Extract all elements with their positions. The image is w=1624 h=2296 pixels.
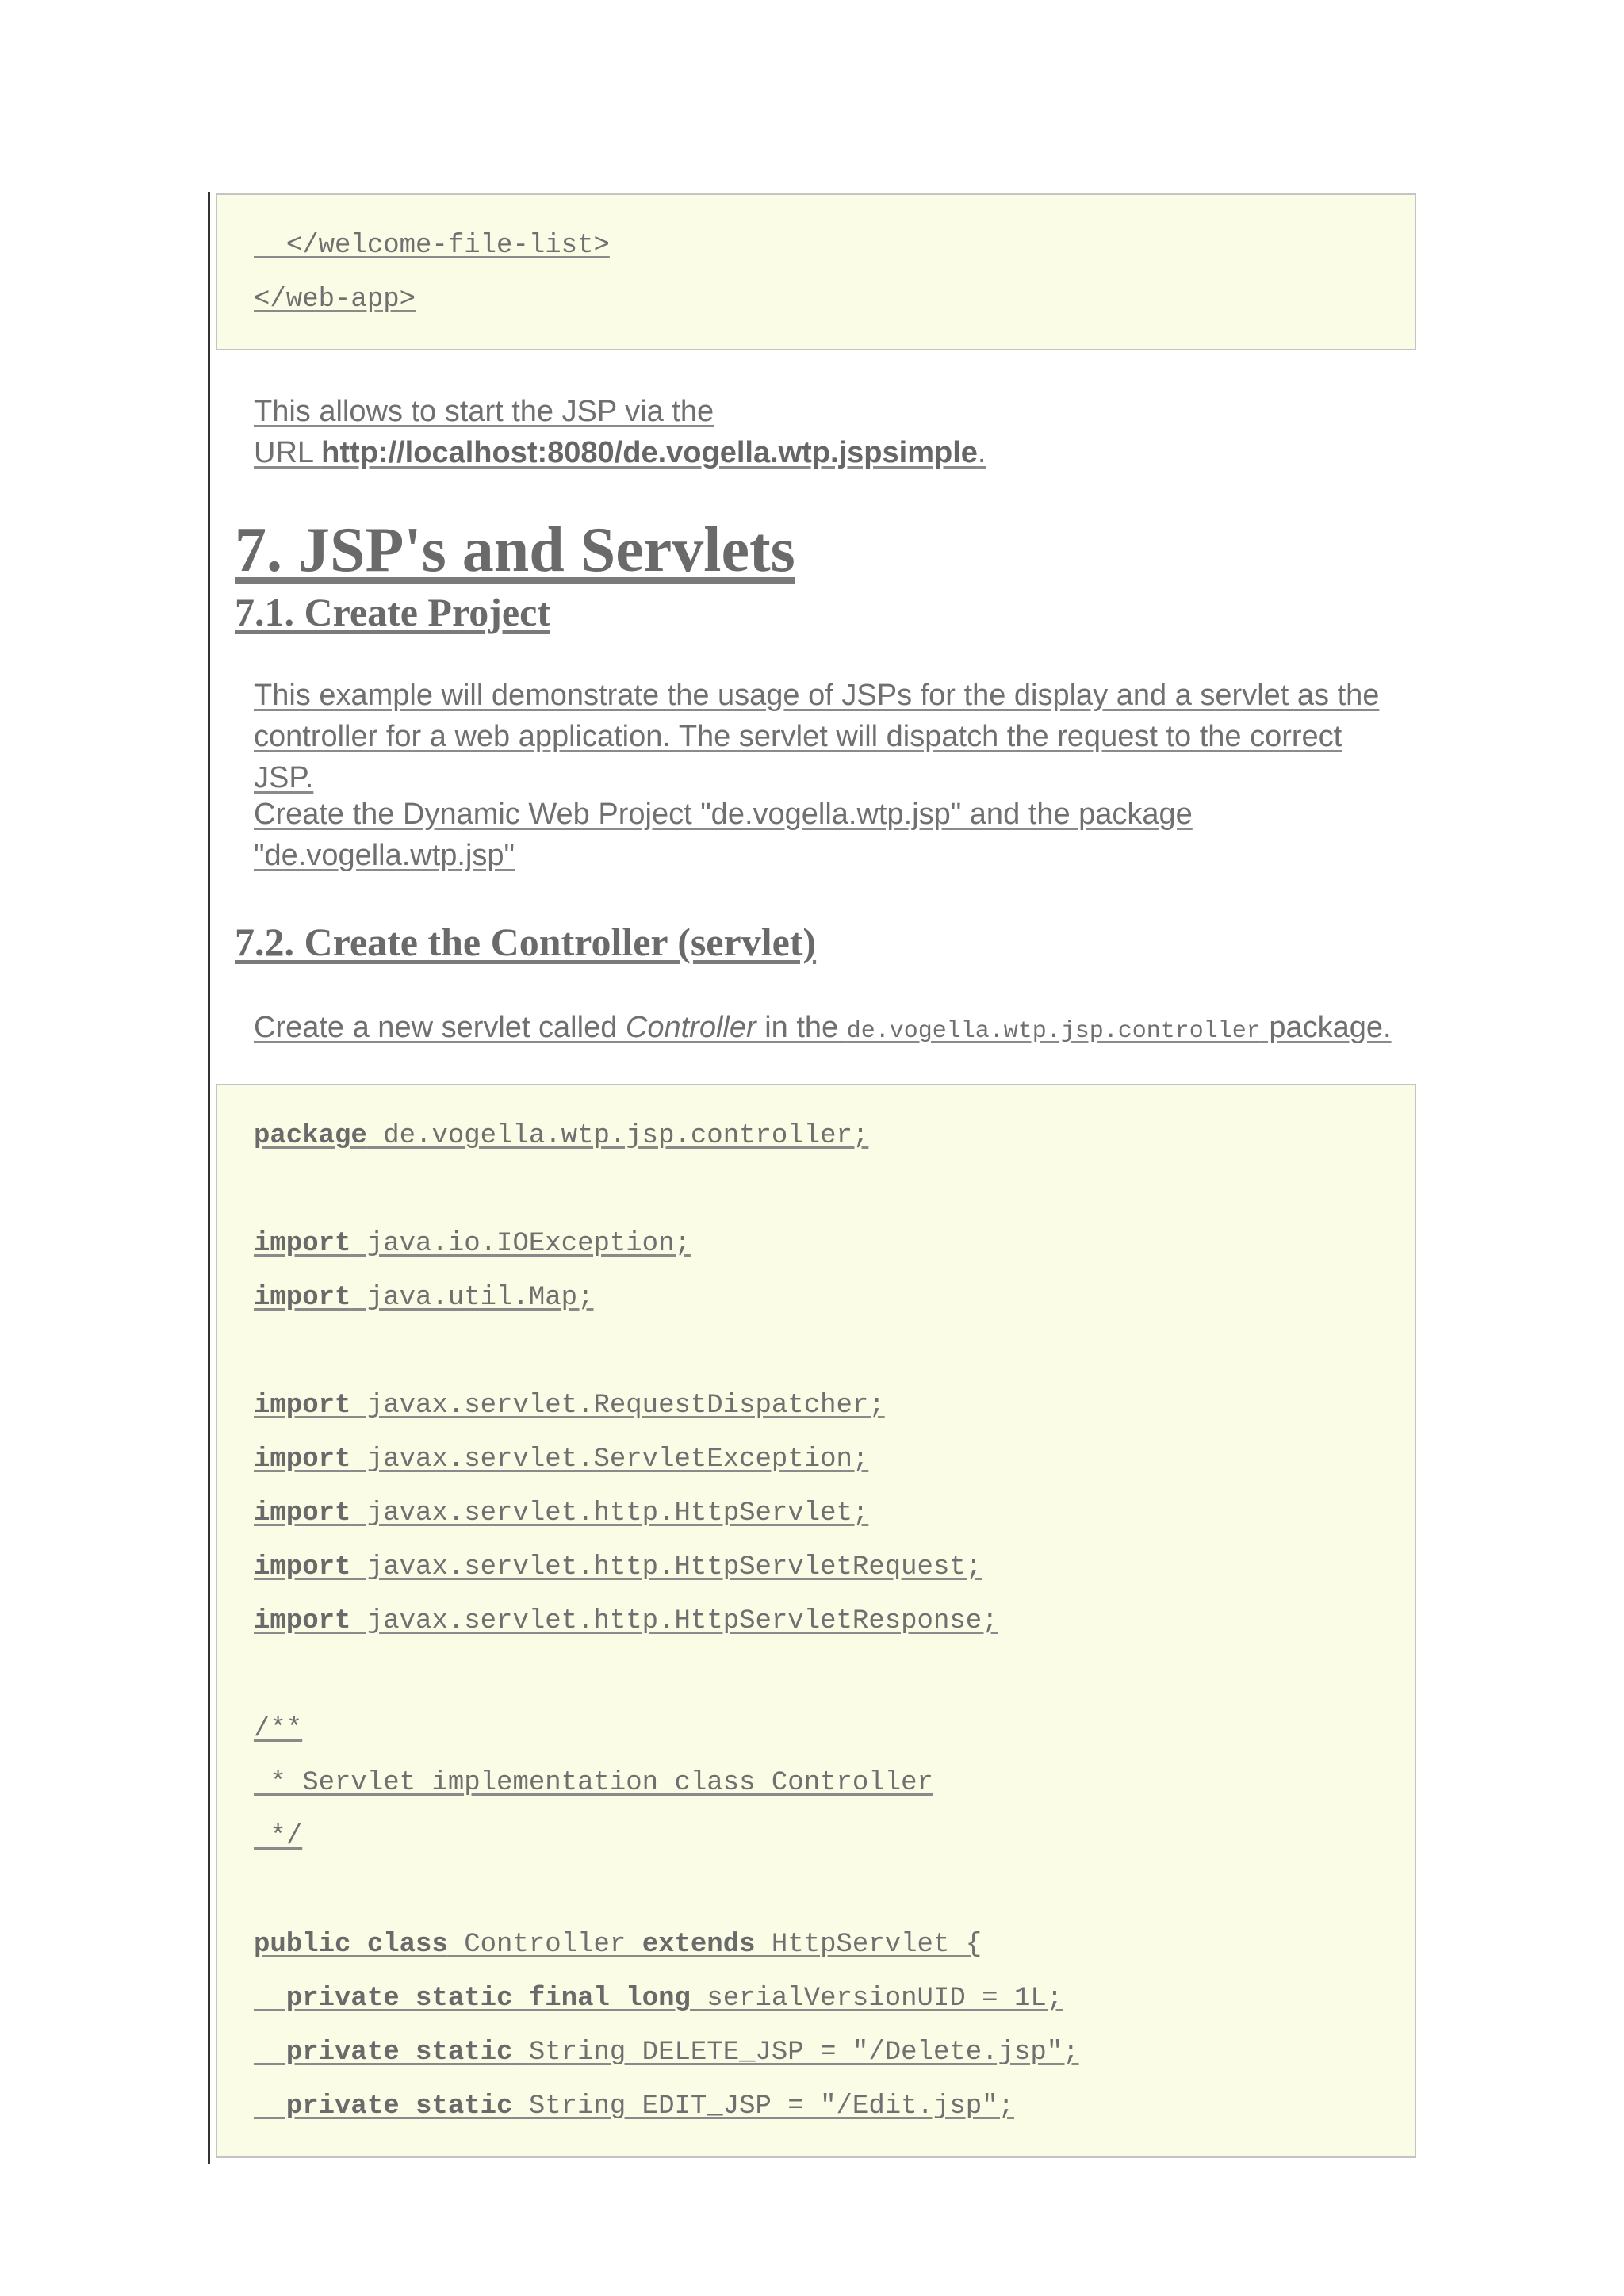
intro-url-link[interactable]: http://localhost:8080/de.vogella.wtp.jspsimple xyxy=(321,436,978,469)
code-text: */ xyxy=(254,1822,303,1852)
controller-name: Controller xyxy=(625,1011,756,1044)
intro-url-prefix: URL xyxy=(254,436,322,469)
code-block-controller xyxy=(216,1084,1416,2158)
code-line xyxy=(254,1433,1399,1487)
code-keyword: import xyxy=(254,1445,351,1475)
code-line xyxy=(254,1271,1399,1325)
code-line xyxy=(254,1594,1399,1648)
intro-text: This allows to start the JSP via the xyxy=(254,395,714,428)
code-text: java.io.IOException; xyxy=(350,1229,691,1259)
code-line xyxy=(254,1379,1399,1433)
code-line xyxy=(254,1217,1399,1271)
code-keyword: public class xyxy=(254,1930,448,1960)
page-left-rule xyxy=(208,192,210,2164)
code-text: HttpServlet { xyxy=(755,1930,982,1960)
code-keyword: import xyxy=(254,1391,351,1421)
intro-paragraph xyxy=(254,391,1396,473)
code-text: /** xyxy=(254,1714,303,1744)
code-keyword: private static xyxy=(254,2091,513,2122)
code-line: </web-app> xyxy=(254,285,416,315)
code-line xyxy=(254,1540,1399,1594)
create-servlet-text: Create a new servlet called xyxy=(254,1011,626,1044)
code-line xyxy=(254,2026,1399,2080)
create-servlet-paragraph xyxy=(254,1007,1396,1052)
code-text: javax.servlet.http.HttpServletRequest; xyxy=(350,1552,982,1582)
code-keyword: import xyxy=(254,1283,351,1313)
create-servlet-text: package. xyxy=(1260,1011,1392,1044)
intro-url-suffix: . xyxy=(977,436,986,469)
code-text: String EDIT_JSP = "/Edit.jsp"; xyxy=(512,2091,1014,2122)
code-line xyxy=(254,1648,1399,1702)
section-heading-jsp-servlets[interactable]: 7. JSP's and Servlets xyxy=(235,515,795,585)
code-text: de.vogella.wtp.jsp.controller; xyxy=(366,1121,869,1151)
code-line xyxy=(254,1972,1399,2026)
create-project-line: "de.vogella.wtp.jsp" xyxy=(254,839,515,872)
subsection-heading-create-controller[interactable]: 7.2. Create the Controller (servlet) xyxy=(235,920,817,964)
code-text: String DELETE_JSP = "/Delete.jsp"; xyxy=(512,2038,1079,2068)
code-line: </welcome-file-list> xyxy=(254,231,610,261)
code-line xyxy=(254,2080,1399,2133)
code-text: serialVersionUID = 1L; xyxy=(690,1984,1063,2014)
subsection-heading-create-project[interactable]: 7.1. Create Project xyxy=(235,590,550,634)
code-line xyxy=(254,1756,1399,1810)
code-text: java.util.Map; xyxy=(350,1283,594,1313)
code-keyword: package xyxy=(254,1121,367,1151)
project-description-paragraph xyxy=(254,675,1396,798)
code-keyword: private static final long xyxy=(254,1984,691,2014)
code-keyword: import xyxy=(254,1606,351,1636)
code-text: javax.servlet.http.HttpServletResponse; xyxy=(350,1606,998,1636)
code-line xyxy=(254,1163,1399,1217)
code-text: javax.servlet.ServletException; xyxy=(350,1445,869,1475)
project-description-line: controller for a web application. The servlet will dispatch the request to the correct JSP. xyxy=(254,720,1342,794)
create-servlet-text: in the xyxy=(756,1011,847,1044)
code-text: javax.servlet.http.HttpServlet; xyxy=(350,1498,869,1529)
code-line xyxy=(254,1325,1399,1379)
code-keyword: import xyxy=(254,1498,351,1529)
code-line xyxy=(254,1864,1399,1918)
create-project-line: Create the Dynamic Web Project "de.vogella.wtp.jsp" and the package xyxy=(254,798,1193,831)
code-block-web-xml xyxy=(216,193,1416,350)
code-keyword: private static xyxy=(254,2038,513,2068)
code-text: javax.servlet.RequestDispatcher; xyxy=(350,1391,885,1421)
create-project-paragraph xyxy=(254,794,1396,876)
code-text: Controller xyxy=(447,1930,642,1960)
code-keyword: import xyxy=(254,1552,351,1582)
code-line xyxy=(254,1702,1399,1756)
code-line xyxy=(254,1810,1399,1864)
project-description-line: This example will demonstrate the usage of JSPs for the display and a servlet as the xyxy=(254,679,1380,712)
code-line xyxy=(254,1918,1399,1972)
code-keyword: import xyxy=(254,1229,351,1259)
package-name-code: de.vogella.wtp.jsp.controller xyxy=(846,1018,1261,1045)
code-keyword: extends xyxy=(642,1930,756,1960)
code-line xyxy=(254,1487,1399,1540)
code-line xyxy=(254,1109,1399,1163)
code-text: * Servlet implementation class Controller xyxy=(254,1768,933,1798)
